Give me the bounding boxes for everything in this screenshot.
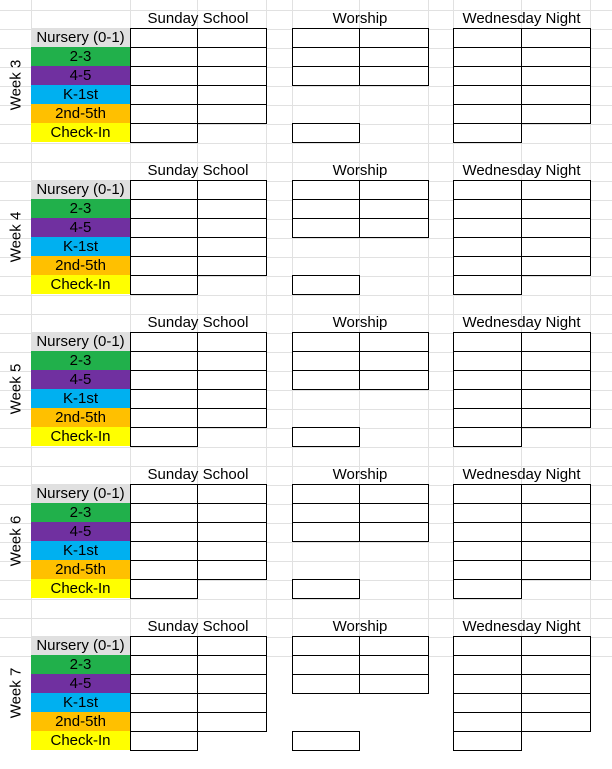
- age-group-label: Check-In: [31, 275, 130, 294]
- age-group-label: Nursery (0-1): [31, 180, 130, 199]
- age-group-label: Check-In: [31, 427, 130, 446]
- sunday-school-cell[interactable]: [130, 47, 198, 67]
- worship-cell[interactable]: [292, 218, 360, 238]
- wednesday-night-checkin-cell[interactable]: [453, 427, 522, 447]
- sunday-school-header: Sunday School: [147, 466, 249, 483]
- sunday-school-cell[interactable]: [197, 674, 267, 694]
- wednesday-night-cell[interactable]: [521, 28, 591, 48]
- week-block: [0, 9, 612, 161]
- wednesday-night-cell[interactable]: [521, 47, 591, 67]
- wednesday-night-cell[interactable]: [521, 351, 591, 371]
- wednesday-night-cell[interactable]: [453, 28, 522, 48]
- wednesday-night-cell[interactable]: [453, 218, 522, 238]
- worship-checkin-cell[interactable]: [292, 579, 360, 599]
- wednesday-night-cell[interactable]: [521, 218, 591, 238]
- wednesday-night-cell[interactable]: [521, 560, 591, 580]
- wednesday-night-cell[interactable]: [453, 712, 522, 732]
- sunday-school-cell[interactable]: [197, 332, 267, 352]
- sunday-school-cell[interactable]: [130, 674, 198, 694]
- worship-checkin-cell[interactable]: [292, 123, 360, 143]
- wednesday-night-cell[interactable]: [453, 85, 522, 105]
- sunday-school-cell[interactable]: [197, 712, 267, 732]
- wednesday-night-cell[interactable]: [521, 503, 591, 523]
- sunday-school-cell[interactable]: [130, 503, 198, 523]
- age-group-label: Check-In: [31, 579, 130, 598]
- wednesday-night-cell[interactable]: [453, 503, 522, 523]
- worship-cell[interactable]: [292, 522, 360, 542]
- wednesday-night-checkin-cell[interactable]: [453, 731, 522, 751]
- wednesday-night-checkin-cell[interactable]: [453, 123, 522, 143]
- sunday-school-cell[interactable]: [130, 712, 198, 732]
- sunday-school-cell[interactable]: [130, 199, 198, 219]
- week-label-text: Week 6: [7, 515, 24, 567]
- worship-cell[interactable]: [292, 66, 360, 86]
- worship-cell[interactable]: [359, 28, 429, 48]
- wednesday-night-cell[interactable]: [521, 332, 591, 352]
- worship-cell[interactable]: [292, 636, 360, 656]
- wednesday-night-cell[interactable]: [521, 636, 591, 656]
- sunday-school-cell[interactable]: [197, 218, 267, 238]
- wednesday-night-cell[interactable]: [521, 237, 591, 257]
- age-group-label: 4-5: [31, 522, 130, 541]
- worship-cell[interactable]: [359, 199, 429, 219]
- wednesday-night-cell[interactable]: [453, 180, 522, 200]
- age-group-label: Nursery (0-1): [31, 636, 130, 655]
- wednesday-night-cell[interactable]: [453, 693, 522, 713]
- wednesday-night-cell[interactable]: [521, 655, 591, 675]
- age-group-label: K-1st: [31, 237, 130, 256]
- age-group-label: 2nd-5th: [31, 408, 130, 427]
- sunday-school-cell[interactable]: [197, 522, 267, 542]
- sunday-school-cell[interactable]: [197, 503, 267, 523]
- worship-cell[interactable]: [359, 47, 429, 67]
- wednesday-night-cell[interactable]: [453, 389, 522, 409]
- wednesday-night-cell[interactable]: [453, 674, 522, 694]
- wednesday-night-cell[interactable]: [521, 370, 591, 390]
- week-label: [0, 28, 31, 142]
- week-label: [0, 636, 31, 750]
- age-group-label: Nursery (0-1): [31, 332, 130, 351]
- worship-cell[interactable]: [359, 522, 429, 542]
- age-group-label: 2nd-5th: [31, 560, 130, 579]
- age-group-label: K-1st: [31, 389, 130, 408]
- sunday-school-checkin-cell[interactable]: [130, 579, 198, 599]
- wednesday-night-cell[interactable]: [453, 256, 522, 276]
- wednesday-night-cell[interactable]: [453, 541, 522, 561]
- sunday-school-header: Sunday School: [147, 618, 249, 635]
- age-group-label: K-1st: [31, 85, 130, 104]
- age-group-label: 4-5: [31, 218, 130, 237]
- week-label: [0, 332, 31, 446]
- sunday-school-cell[interactable]: [197, 256, 267, 276]
- sunday-school-cell[interactable]: [197, 636, 267, 656]
- wednesday-night-cell[interactable]: [453, 351, 522, 371]
- worship-cell[interactable]: [359, 66, 429, 86]
- worship-header: Worship: [332, 162, 388, 179]
- worship-header: Worship: [332, 10, 388, 27]
- sunday-school-cell[interactable]: [130, 408, 198, 428]
- sunday-school-cell[interactable]: [130, 370, 198, 390]
- worship-cell[interactable]: [359, 332, 429, 352]
- wednesday-night-cell[interactable]: [521, 674, 591, 694]
- wednesday-night-cell[interactable]: [521, 66, 591, 86]
- sunday-school-cell[interactable]: [130, 66, 198, 86]
- worship-header: Worship: [332, 618, 388, 635]
- worship-checkin-cell[interactable]: [292, 427, 360, 447]
- wednesday-night-cell[interactable]: [521, 180, 591, 200]
- sunday-school-checkin-cell[interactable]: [130, 123, 198, 143]
- wednesday-night-cell[interactable]: [453, 408, 522, 428]
- week-label-text: Week 4: [7, 211, 24, 263]
- sunday-school-cell[interactable]: [197, 66, 267, 86]
- age-group-label: Nursery (0-1): [31, 484, 130, 503]
- sunday-school-cell[interactable]: [197, 47, 267, 67]
- sunday-school-cell[interactable]: [197, 237, 267, 257]
- worship-cell[interactable]: [292, 47, 360, 67]
- sunday-school-cell[interactable]: [130, 389, 198, 409]
- sunday-school-cell[interactable]: [130, 560, 198, 580]
- wednesday-night-header: Wednesday Night: [462, 466, 581, 483]
- sunday-school-cell[interactable]: [197, 408, 267, 428]
- sunday-school-cell[interactable]: [197, 655, 267, 675]
- sunday-school-cell[interactable]: [130, 28, 198, 48]
- sunday-school-cell[interactable]: [130, 85, 198, 105]
- age-group-label: 2-3: [31, 655, 130, 674]
- worship-cell[interactable]: [292, 503, 360, 523]
- sunday-school-cell[interactable]: [130, 104, 198, 124]
- wednesday-night-cell[interactable]: [453, 332, 522, 352]
- sunday-school-cell[interactable]: [197, 693, 267, 713]
- sunday-school-cell[interactable]: [130, 351, 198, 371]
- week-block: [0, 617, 612, 769]
- wednesday-night-cell[interactable]: [521, 199, 591, 219]
- sunday-school-cell[interactable]: [130, 218, 198, 238]
- sunday-school-checkin-cell[interactable]: [130, 731, 198, 751]
- worship-cell[interactable]: [359, 484, 429, 504]
- age-group-label: 2-3: [31, 47, 130, 66]
- sunday-school-cell[interactable]: [130, 256, 198, 276]
- sunday-school-cell[interactable]: [197, 370, 267, 390]
- sunday-school-header: Sunday School: [147, 162, 249, 179]
- wednesday-night-cell[interactable]: [521, 522, 591, 542]
- wednesday-night-header: Wednesday Night: [462, 618, 581, 635]
- week-label: [0, 180, 31, 294]
- wednesday-night-cell[interactable]: [453, 199, 522, 219]
- wednesday-night-cell[interactable]: [521, 389, 591, 409]
- worship-cell[interactable]: [292, 199, 360, 219]
- sunday-school-cell[interactable]: [197, 351, 267, 371]
- wednesday-night-header: Wednesday Night: [462, 162, 581, 179]
- sunday-school-cell[interactable]: [197, 85, 267, 105]
- worship-cell[interactable]: [292, 180, 360, 200]
- sunday-school-cell[interactable]: [197, 199, 267, 219]
- age-group-label: 4-5: [31, 674, 130, 693]
- week-label-text: Week 7: [7, 667, 24, 719]
- worship-cell[interactable]: [359, 351, 429, 371]
- sunday-school-cell[interactable]: [130, 541, 198, 561]
- age-group-label: K-1st: [31, 541, 130, 560]
- sunday-school-cell[interactable]: [197, 180, 267, 200]
- sunday-school-checkin-cell[interactable]: [130, 427, 198, 447]
- wednesday-night-header: Wednesday Night: [462, 314, 581, 331]
- wednesday-night-cell[interactable]: [453, 655, 522, 675]
- sunday-school-cell[interactable]: [130, 522, 198, 542]
- sunday-school-cell[interactable]: [130, 237, 198, 257]
- wednesday-night-cell[interactable]: [453, 66, 522, 86]
- worship-cell[interactable]: [359, 370, 429, 390]
- worship-cell[interactable]: [292, 370, 360, 390]
- age-group-label: 2nd-5th: [31, 256, 130, 275]
- age-group-label: 2-3: [31, 503, 130, 522]
- age-group-label: K-1st: [31, 693, 130, 712]
- wednesday-night-cell[interactable]: [521, 693, 591, 713]
- age-group-label: Check-In: [31, 731, 130, 750]
- sunday-school-cell[interactable]: [130, 693, 198, 713]
- sunday-school-cell[interactable]: [197, 560, 267, 580]
- age-group-label: 2-3: [31, 351, 130, 370]
- wednesday-night-cell[interactable]: [453, 636, 522, 656]
- worship-cell[interactable]: [359, 503, 429, 523]
- wednesday-night-cell[interactable]: [453, 560, 522, 580]
- age-group-label: 2-3: [31, 199, 130, 218]
- sunday-school-cell[interactable]: [130, 180, 198, 200]
- worship-cell[interactable]: [359, 636, 429, 656]
- week-block: [0, 465, 612, 617]
- sunday-school-cell[interactable]: [130, 332, 198, 352]
- sunday-school-cell[interactable]: [197, 28, 267, 48]
- worship-cell[interactable]: [292, 351, 360, 371]
- wednesday-night-cell[interactable]: [453, 237, 522, 257]
- week-block: [0, 313, 612, 465]
- wednesday-night-checkin-cell[interactable]: [453, 579, 522, 599]
- age-group-label: 4-5: [31, 66, 130, 85]
- wednesday-night-cell[interactable]: [521, 104, 591, 124]
- sunday-school-cell[interactable]: [197, 104, 267, 124]
- wednesday-night-checkin-cell[interactable]: [453, 275, 522, 295]
- worship-checkin-cell[interactable]: [292, 275, 360, 295]
- sunday-school-cell[interactable]: [197, 389, 267, 409]
- wednesday-night-cell[interactable]: [521, 484, 591, 504]
- worship-cell[interactable]: [359, 218, 429, 238]
- wednesday-night-cell[interactable]: [521, 408, 591, 428]
- week-label-text: Week 3: [7, 59, 24, 111]
- worship-cell[interactable]: [292, 674, 360, 694]
- week-label: [0, 484, 31, 598]
- wednesday-night-cell[interactable]: [453, 47, 522, 67]
- worship-header: Worship: [332, 314, 388, 331]
- worship-cell[interactable]: [292, 332, 360, 352]
- sunday-school-header: Sunday School: [147, 314, 249, 331]
- worship-cell[interactable]: [292, 655, 360, 675]
- wednesday-night-cell[interactable]: [453, 104, 522, 124]
- worship-cell[interactable]: [359, 674, 429, 694]
- worship-cell[interactable]: [359, 655, 429, 675]
- wednesday-night-cell[interactable]: [521, 85, 591, 105]
- age-group-label: 4-5: [31, 370, 130, 389]
- worship-checkin-cell[interactable]: [292, 731, 360, 751]
- worship-cell[interactable]: [292, 484, 360, 504]
- sunday-school-cell[interactable]: [130, 655, 198, 675]
- wednesday-night-cell[interactable]: [521, 256, 591, 276]
- sunday-school-cell[interactable]: [130, 636, 198, 656]
- sunday-school-cell[interactable]: [197, 541, 267, 561]
- worship-header: Worship: [332, 466, 388, 483]
- worship-cell[interactable]: [359, 180, 429, 200]
- wednesday-night-cell[interactable]: [453, 522, 522, 542]
- wednesday-night-cell[interactable]: [521, 712, 591, 732]
- wednesday-night-cell[interactable]: [453, 370, 522, 390]
- sunday-school-header: Sunday School: [147, 10, 249, 27]
- week-label-text: Week 5: [7, 363, 24, 415]
- sunday-school-cell[interactable]: [197, 484, 267, 504]
- age-group-label: Nursery (0-1): [31, 28, 130, 47]
- sunday-school-cell[interactable]: [130, 484, 198, 504]
- sunday-school-checkin-cell[interactable]: [130, 275, 198, 295]
- age-group-label: Check-In: [31, 123, 130, 142]
- age-group-label: 2nd-5th: [31, 104, 130, 123]
- week-block: [0, 161, 612, 313]
- age-group-label: 2nd-5th: [31, 712, 130, 731]
- wednesday-night-cell[interactable]: [453, 484, 522, 504]
- wednesday-night-header: Wednesday Night: [462, 10, 581, 27]
- worship-cell[interactable]: [292, 28, 360, 48]
- wednesday-night-cell[interactable]: [521, 541, 591, 561]
